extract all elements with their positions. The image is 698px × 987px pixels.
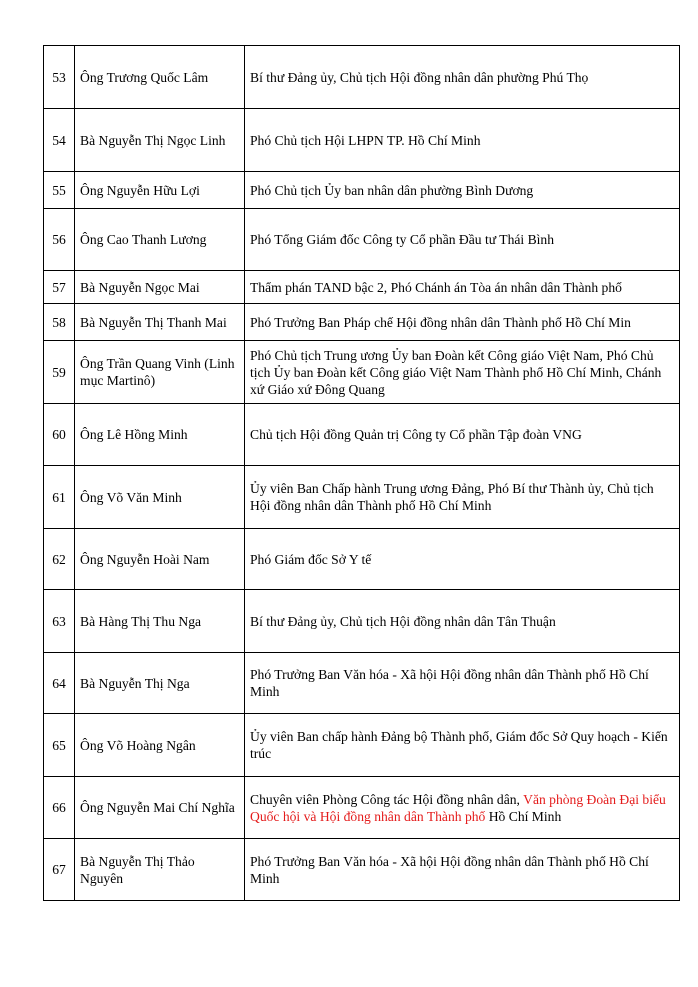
row-number: 53: [44, 46, 75, 109]
delegate-position: Chủ tịch Hội đồng Quản trị Công ty Cổ phần Tập đoàn VNG: [245, 404, 680, 466]
row-number: 61: [44, 466, 75, 529]
delegate-position: Phó Trưởng Ban Văn hóa - Xã hội Hội đồng nhân dân Thành phố Hồ Chí Minh: [245, 653, 680, 714]
delegate-position: Ủy viên Ban Chấp hành Trung ương Đảng, Phó Bí thư Thành ủy, Chủ tịch Hội đồng nhân dân Thành phố Hồ Chí Minh: [245, 466, 680, 529]
delegate-position: Phó Chủ tịch Ủy ban nhân dân phường Bình Dương: [245, 172, 680, 209]
row-number: 62: [44, 529, 75, 590]
table-row: [44, 46, 680, 109]
row-number: 58: [44, 304, 75, 341]
delegate-position: Thẩm phán TAND bậc 2, Phó Chánh án Tòa án nhân dân Thành phố: [245, 271, 680, 304]
table-row: [44, 209, 680, 271]
delegate-position: Phó Tổng Giám đốc Công ty Cổ phần Đầu tư Thái Bình: [245, 209, 680, 271]
delegate-position: Phó Trưởng Ban Văn hóa - Xã hội Hội đồng nhân dân Thành phố Hồ Chí Minh: [245, 839, 680, 901]
row-number: 60: [44, 404, 75, 466]
row-number: 67: [44, 839, 75, 901]
delegate-name: Bà Nguyễn Thị Thanh Mai: [75, 304, 245, 341]
table-row: [44, 839, 680, 901]
delegate-name: Bà Nguyễn Thị Thảo Nguyên: [75, 839, 245, 901]
delegate-position: Phó Chủ tịch Trung ương Ủy ban Đoàn kết Công giáo Việt Nam, Phó Chủ tịch Ủy ban Đoàn kết Công giáo Việt Nam Thành phố Hồ Chí Minh, Chánh xứ Giáo xứ Đông Quang: [245, 341, 680, 404]
table-row: [44, 714, 680, 777]
table-row: [44, 653, 680, 714]
delegate-name: Ông Lê Hồng Minh: [75, 404, 245, 466]
delegate-name: Ông Võ Văn Minh: [75, 466, 245, 529]
table-row: [44, 529, 680, 590]
delegate-name: Ông Nguyễn Mai Chí Nghĩa: [75, 777, 245, 839]
table-row: [44, 109, 680, 172]
row-number: 54: [44, 109, 75, 172]
delegate-position: Phó Giám đốc Sở Y tế: [245, 529, 680, 590]
delegate-position: Phó Trưởng Ban Pháp chế Hội đồng nhân dân Thành phố Hồ Chí Min: [245, 304, 680, 341]
table-row: [44, 777, 680, 839]
delegate-position: Bí thư Đảng ủy, Chủ tịch Hội đồng nhân dân phường Phú Thọ: [245, 46, 680, 109]
delegate-position: Bí thư Đảng ủy, Chủ tịch Hội đồng nhân dân Tân Thuận: [245, 590, 680, 653]
row-number: 55: [44, 172, 75, 209]
delegate-name: Ông Võ Hoàng Ngân: [75, 714, 245, 777]
row-number: 64: [44, 653, 75, 714]
row-number: 63: [44, 590, 75, 653]
position-text: Chuyên viên Phòng Công tác Hội đồng nhân dân,: [250, 791, 524, 807]
table-row: [44, 304, 680, 341]
row-number: 59: [44, 341, 75, 404]
table-row: [44, 466, 680, 529]
position-text: Hồ Chí Minh: [485, 808, 562, 824]
delegate-name: Bà Hàng Thị Thu Nga: [75, 590, 245, 653]
row-number: 56: [44, 209, 75, 271]
row-number: 57: [44, 271, 75, 304]
row-number: 65: [44, 714, 75, 777]
table-row: [44, 271, 680, 304]
table-row: [44, 172, 680, 209]
delegate-name: Bà Nguyễn Ngọc Mai: [75, 271, 245, 304]
row-number: 66: [44, 777, 75, 839]
delegate-position: Phó Chủ tịch Hội LHPN TP. Hồ Chí Minh: [245, 109, 680, 172]
table-row: [44, 404, 680, 466]
delegate-position: [245, 777, 680, 839]
delegate-name: Bà Nguyễn Thị Nga: [75, 653, 245, 714]
delegate-name: Ông Nguyễn Hoài Nam: [75, 529, 245, 590]
delegate-position: Ủy viên Ban chấp hành Đảng bộ Thành phố, Giám đốc Sở Quy hoạch - Kiến trúc: [245, 714, 680, 777]
delegate-table: [43, 45, 680, 901]
table-row: [44, 341, 680, 404]
delegate-name: Ông Trần Quang Vinh (Linh mục Martinô): [75, 341, 245, 404]
delegate-name: Ông Trương Quốc Lâm: [75, 46, 245, 109]
delegate-name: Ông Nguyễn Hữu Lợi: [75, 172, 245, 209]
delegate-name: Bà Nguyễn Thị Ngọc Linh: [75, 109, 245, 172]
highlighted-position-text: Văn phòng Đoàn Đại biểu Quốc hội và Hội đồng nhân dân Thành phố: [250, 791, 666, 824]
delegate-name: Ông Cao Thanh Lương: [75, 209, 245, 271]
table-row: [44, 590, 680, 653]
